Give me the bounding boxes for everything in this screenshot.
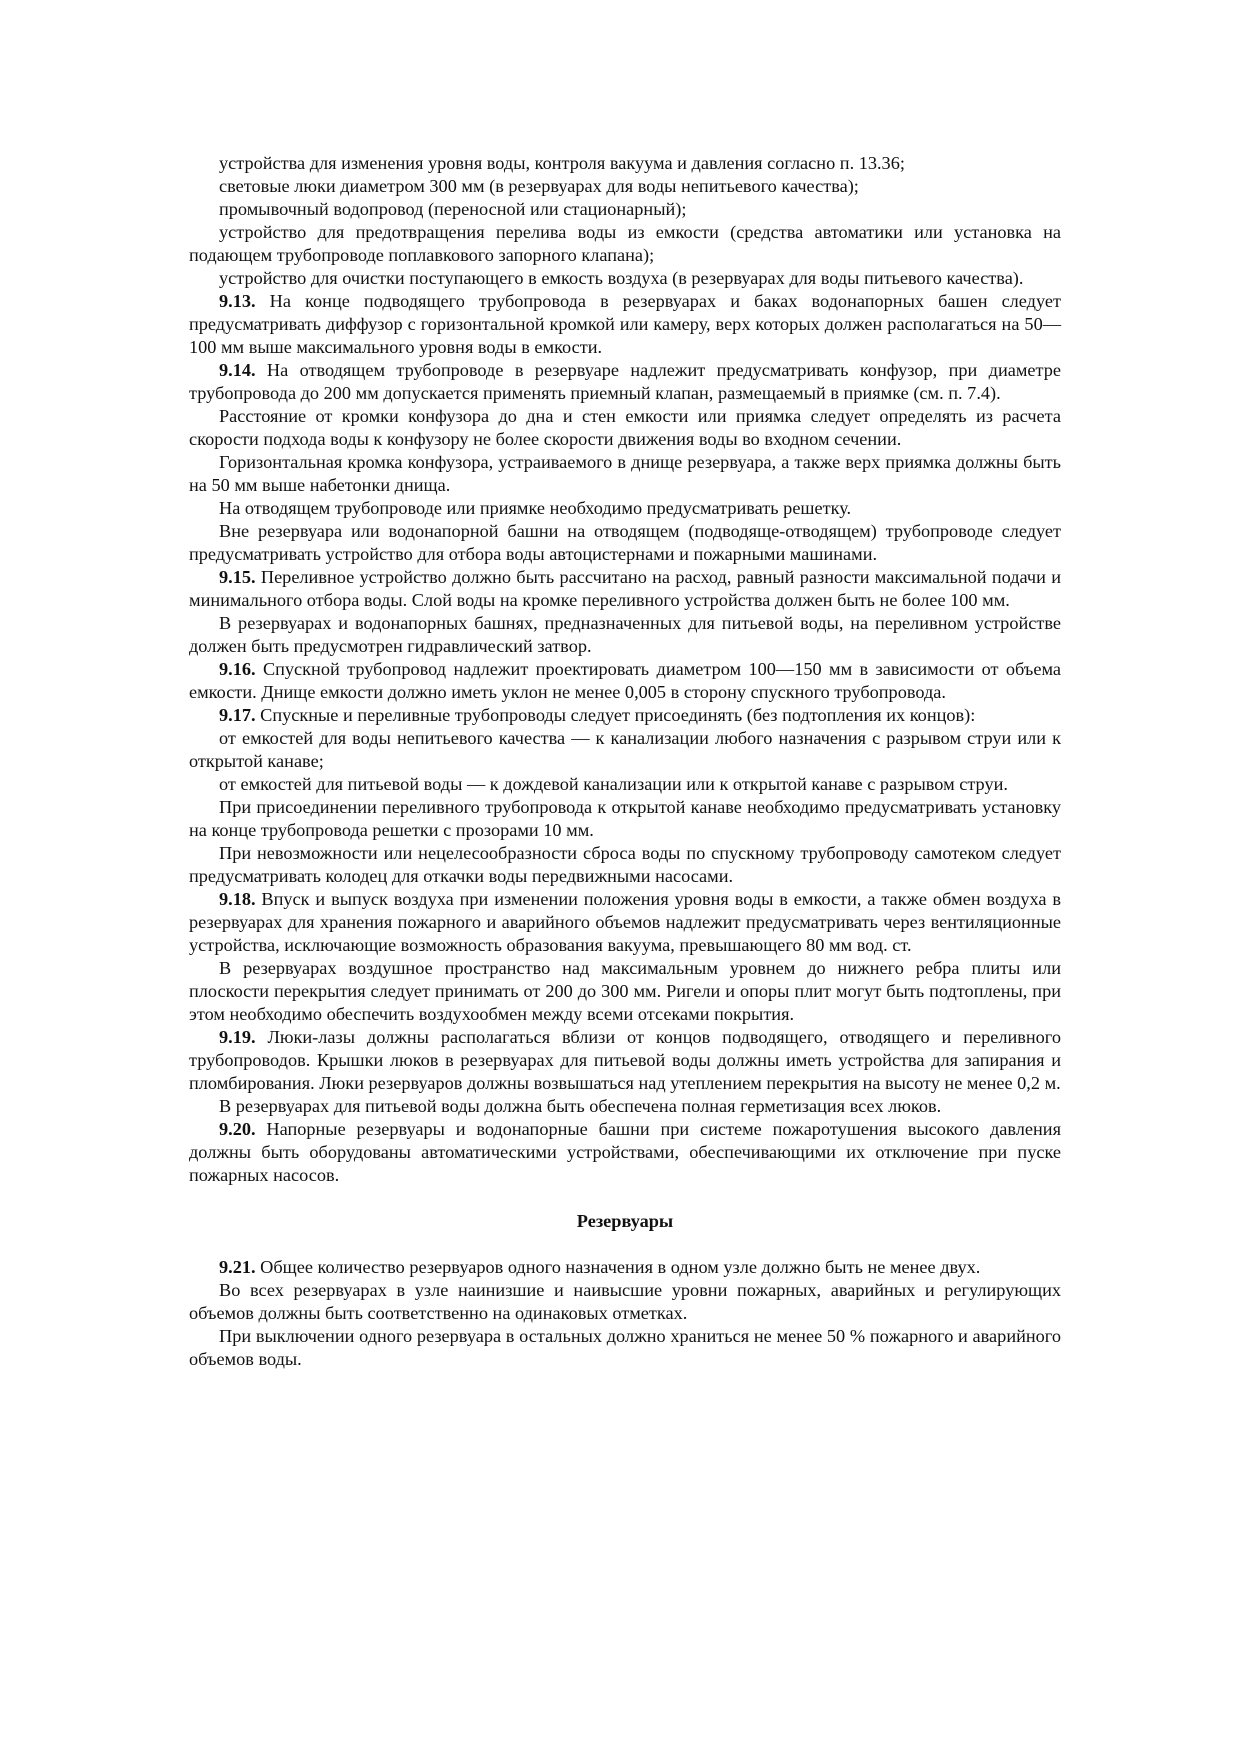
clause-number: 9.20. xyxy=(219,1119,256,1139)
paragraph-text: Горизонтальная кромка конфузора, устраиваемого в днище резервуара, а также верх приямка должны быть на 50 мм выше набетонки днища. xyxy=(189,452,1061,495)
paragraph-text: При выключении одного резервуара в остальных должно храниться не менее 50 % пожарного и аварийного объемов воды. xyxy=(189,1326,1061,1369)
paragraph-9-21 xyxy=(189,1256,1061,1279)
paragraph xyxy=(189,1279,1061,1325)
paragraph-text: При присоединении переливного трубопровода к открытой канаве необходимо предусматривать установку на конце трубопровода решетки с прозорами 10 мм. xyxy=(189,797,1061,840)
paragraph xyxy=(189,175,1061,198)
paragraph xyxy=(189,612,1061,658)
paragraph-text: от емкостей для воды непитьевого качества — к канализации любого назначения с разрывом струи или к открытой канаве; xyxy=(189,728,1061,771)
paragraph xyxy=(189,152,1061,175)
paragraph-9-17 xyxy=(189,704,1061,727)
paragraph xyxy=(189,842,1061,888)
paragraph-text: Переливное устройство должно быть рассчитано на расход, равный разности максимальной подачи и минимального отбора воды. Слой воды на кромке переливного устройства должен быть не более 100 мм. xyxy=(189,567,1061,610)
paragraph-text: от емкостей для питьевой воды — к дождевой канализации или к открытой канаве с разрывом струи. xyxy=(219,774,1008,794)
paragraph xyxy=(189,957,1061,1026)
document-page xyxy=(189,152,1061,1371)
paragraph-text: На отводящем трубопроводе или приямке необходимо предусматривать решетку. xyxy=(219,498,852,518)
clause-number: 9.15. xyxy=(219,567,256,587)
paragraph xyxy=(189,451,1061,497)
paragraph-text: В резервуарах и водонапорных башнях, предназначенных для питьевой воды, на переливном устройстве должен быть предусмотрен гидравлический затвор. xyxy=(189,613,1061,656)
clause-number: 9.13. xyxy=(219,291,256,311)
paragraph-text: промывочный водопровод (переносной или стационарный); xyxy=(219,199,687,219)
paragraph xyxy=(189,405,1061,451)
paragraph-text: Расстояние от кромки конфузора до дна и стен емкости или приямка следует определять из расчета скорости подхода воды к конфузору не более скорости движения воды во входном сечении. xyxy=(189,406,1061,449)
paragraphs-bottom xyxy=(189,1256,1061,1371)
paragraph-text: Общее количество резервуаров одного назначения в одном узле должно быть не менее двух. xyxy=(255,1257,981,1277)
clause-number: 9.21. xyxy=(219,1257,256,1277)
clause-number: 9.17. xyxy=(219,705,256,725)
paragraph xyxy=(189,221,1061,267)
paragraph-text: Люки-лазы должны располагаться вблизи от концов подводящего, отводящего и переливного трубопроводов. Крышки люков в резервуарах для питьевой воды должны иметь устройства для запирания и пломбирования. Люки резервуаров должны возвышаться над утеплением перекрытия на высоту не менее 0,2 м. xyxy=(189,1027,1061,1093)
paragraph xyxy=(189,497,1061,520)
paragraph-text: устройство для предотвращения перелива воды из емкости (средства автоматики или установка на подающем трубопроводе поплавкового запорного клапана); xyxy=(189,222,1061,265)
paragraph-text: устройство для очистки поступающего в емкость воздуха (в резервуарах для воды питьевого качества). xyxy=(219,268,1024,288)
paragraphs-top xyxy=(189,152,1061,1187)
paragraph-text: В резервуарах воздушное пространство над максимальным уровнем до нижнего ребра плиты или плоскости перекрытия следует принимать от 200 до 300 мм. Ригели и опоры плит могут быть подтоплены, при этом необходимо обеспечить воздухообмен между всеми отсеками покрытия. xyxy=(189,958,1061,1024)
paragraph-9-20 xyxy=(189,1118,1061,1187)
paragraph-text: Спускные и переливные трубопроводы следует присоединять (без подтопления их концов): xyxy=(255,705,976,725)
paragraph-9-18 xyxy=(189,888,1061,957)
paragraph-9-14 xyxy=(189,359,1061,405)
paragraph xyxy=(189,198,1061,221)
paragraph-text: На конце подводящего трубопровода в резервуарах и баках водонапорных башен следует предусматривать диффузор с горизонтальной кромкой или камеру, верх которых должен располагаться на 50—100 мм выше максимального уровня воды в емкости. xyxy=(189,291,1061,357)
paragraph xyxy=(189,520,1061,566)
clause-number: 9.18. xyxy=(219,889,256,909)
paragraph-text: устройства для изменения уровня воды, контроля вакуума и давления согласно п. 13.36; xyxy=(219,153,905,173)
paragraph-9-13 xyxy=(189,290,1061,359)
paragraph xyxy=(189,796,1061,842)
paragraph-text: Напорные резервуары и водонапорные башни при системе пожаротушения высокого давления должны быть оборудованы автоматическими устройствами, обеспечивающими их отключение при пуске пожарных насосов. xyxy=(189,1119,1061,1185)
paragraph-9-15 xyxy=(189,566,1061,612)
paragraph xyxy=(189,267,1061,290)
section-heading: Резервуары xyxy=(576,1211,674,1231)
paragraph-text: На отводящем трубопроводе в резервуаре надлежит предусматривать конфузор, при диаметре трубопровода до 200 мм допускается применять приемный клапан, размещаемый в приямке (см. п. 7.4). xyxy=(189,360,1061,403)
paragraph-text: При невозможности или нецелесообразности сброса воды по спускному трубопроводу самотеком следует предусматривать колодец для откачки воды передвижными насосами. xyxy=(189,843,1061,886)
paragraph-text: Вне резервуара или водонапорной башни на отводящем (подводяще-отводящем) трубопроводе следует предусматривать устройство для отбора воды автоцистернами и пожарными машинами. xyxy=(189,521,1061,564)
paragraph-text: Впуск и выпуск воздуха при изменении положения уровня воды в емкости, а также обмен воздуха в резервуарах для хранения пожарного и аварийного объемов надлежит предусматривать через вентиляционные устройства, исключающие возможность образования вакуума, превышающего 80 мм вод. ст. xyxy=(189,889,1061,955)
paragraph-9-19 xyxy=(189,1026,1061,1095)
paragraph-text: световые люки диаметром 300 мм (в резервуарах для воды непитьевого качества); xyxy=(219,176,859,196)
paragraph xyxy=(189,1325,1061,1371)
paragraph-text: Во всех резервуарах в узле наинизшие и наивысшие уровни пожарных, аварийных и регулирующих объемов должны быть соответственно на одинаковых отметках. xyxy=(189,1280,1061,1323)
paragraph xyxy=(189,727,1061,773)
paragraph-text: В резервуарах для питьевой воды должна быть обеспечена полная герметизация всех люков. xyxy=(219,1096,942,1116)
paragraph xyxy=(189,1095,1061,1118)
paragraph-text: Спускной трубопровод надлежит проектировать диаметром 100—150 мм в зависимости от объема емкости. Днище емкости должно иметь уклон не менее 0,005 в сторону спускного трубопровода. xyxy=(189,659,1061,702)
paragraph xyxy=(189,773,1061,796)
clause-number: 9.19. xyxy=(219,1027,256,1047)
clause-number: 9.14. xyxy=(219,360,256,380)
clause-number: 9.16. xyxy=(219,659,256,679)
paragraph-9-16 xyxy=(189,658,1061,704)
